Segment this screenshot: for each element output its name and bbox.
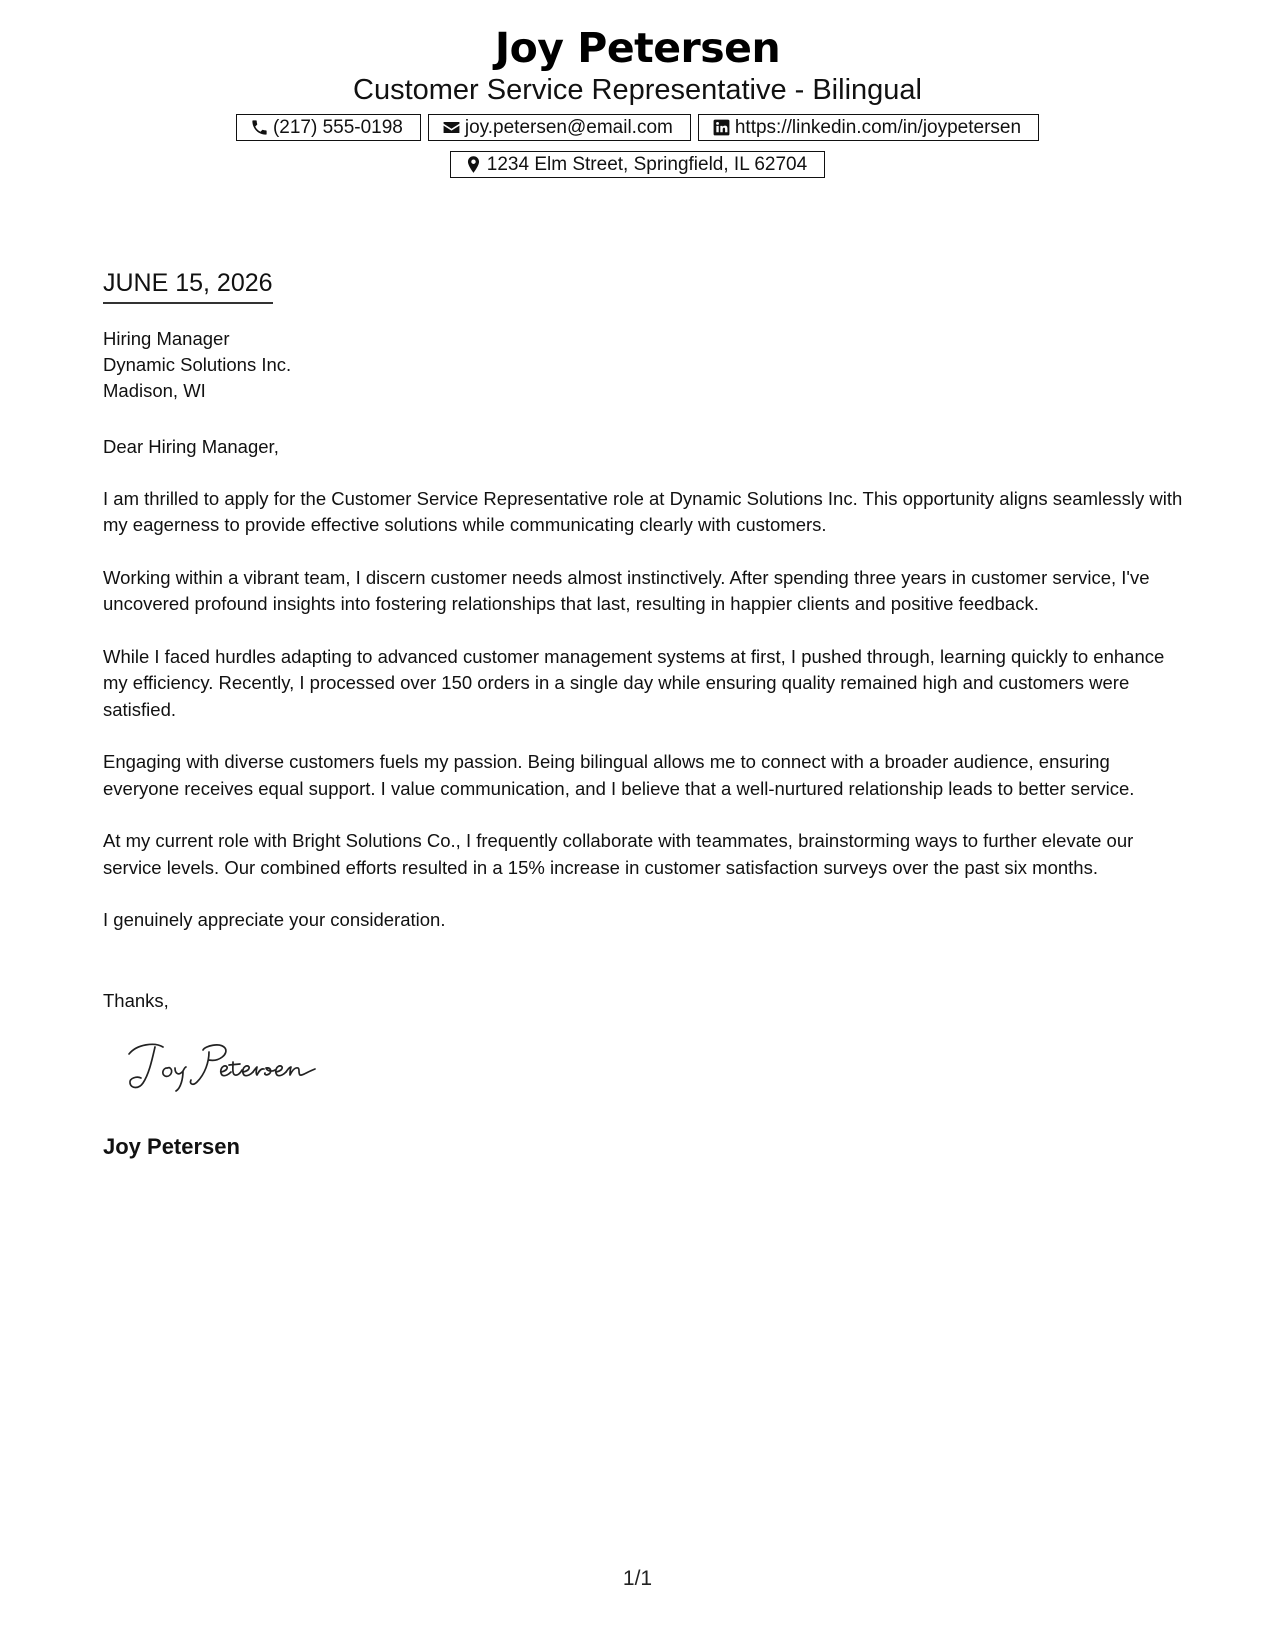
address-contact[interactable] xyxy=(450,151,825,178)
phone-text: (217) 555-0198 xyxy=(272,116,403,138)
address-row xyxy=(0,151,1275,178)
page-number: 1/1 xyxy=(622,1567,653,1590)
job-title: Customer Service Representative - Bilingual xyxy=(353,74,922,106)
address-text: 1234 Elm Street, Springfield, IL 62704 xyxy=(486,153,808,175)
linkedin-text: https://linkedin.com/in/joypetersen xyxy=(734,116,1022,138)
body-paragraph: While I faced hurdles adapting to advanced customer management systems at first, I pushed through, learning quickly to enhance my efficiency. Recently, I processed over 150 orders in a single day while ensuring quality remained high and customers were satisfied. xyxy=(103,645,1165,720)
signer-name: Joy Petersen xyxy=(103,1134,240,1159)
linkedin-icon xyxy=(712,118,731,137)
letter-date: JUNE 15, 2026 xyxy=(103,267,273,304)
handwritten-signature xyxy=(125,1038,340,1092)
closing: Thanks, xyxy=(103,990,169,1011)
recipient-block xyxy=(103,326,291,404)
recipient-name: Hiring Manager xyxy=(103,328,230,349)
email-text: joy.petersen@email.com xyxy=(464,116,673,138)
letter-body xyxy=(103,434,1183,960)
body-paragraph: I am thrilled to apply for the Customer Service Representative role at Dynamic Solutions Inc. This opportunity aligns seamlessly with my eagerness to provide effective solutions while communicating clearly with customers. xyxy=(103,487,1183,535)
linkedin-contact[interactable] xyxy=(698,114,1039,141)
email-contact[interactable] xyxy=(428,114,691,141)
body-paragraph: I genuinely appreciate your consideration. xyxy=(103,909,446,930)
salutation: Dear Hiring Manager, xyxy=(103,436,279,457)
body-paragraph: Working within a vibrant team, I discern customer needs almost instinctively. After spending three years in customer service, I've uncovered profound insights into fostering relationships that last, resulting in happier clients and positive feedback. xyxy=(103,566,1150,614)
map-pin-icon xyxy=(464,155,483,174)
body-paragraph: At my current role with Bright Solutions Co., I frequently collaborate with teammates, brainstorming ways to further elevate our service levels. Our combined efforts resulted in a 15% increase in customer satisfaction surveys over the past six months. xyxy=(103,830,1134,878)
recipient-location: Madison, WI xyxy=(103,380,206,401)
body-paragraph: Engaging with diverse customers fuels my passion. Being bilingual allows me to connect with a broader audience, ensuring everyone receives equal support. I value communication, and I believe that a well-nurtured relationship leads to better service. xyxy=(103,751,1135,799)
phone-contact[interactable] xyxy=(236,114,421,141)
recipient-company: Dynamic Solutions Inc. xyxy=(103,354,292,375)
contact-row xyxy=(0,114,1275,141)
envelope-icon xyxy=(442,118,461,137)
applicant-name: Joy Petersen xyxy=(494,24,781,72)
phone-icon xyxy=(250,118,269,137)
